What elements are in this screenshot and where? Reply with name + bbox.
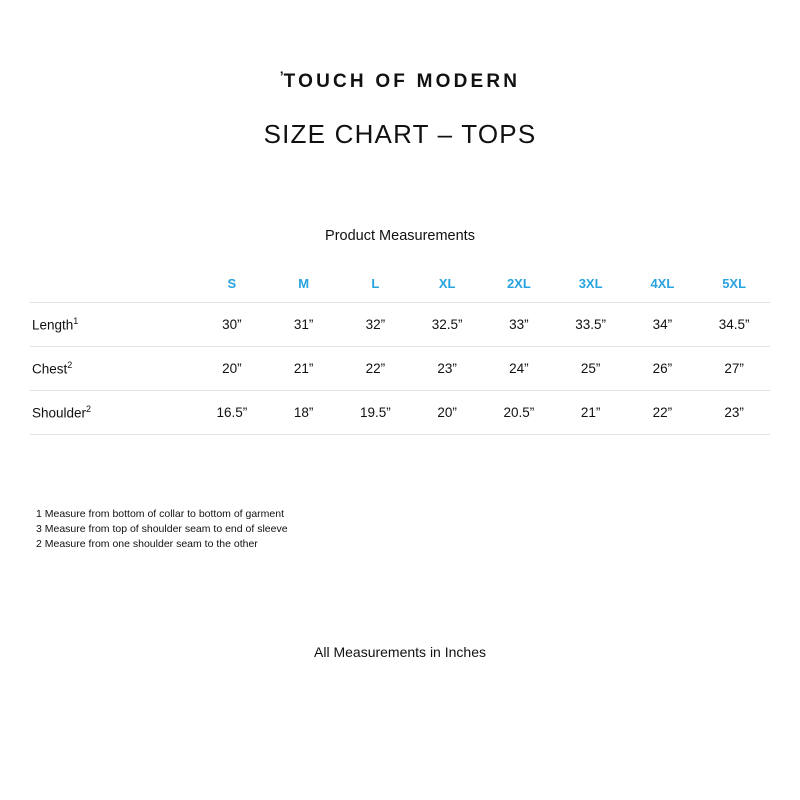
footer-note: All Measurements in Inches [314, 644, 486, 660]
table-header [30, 264, 770, 303]
cell-chest-5xl: 27” [724, 361, 744, 376]
cell-shoulder-xl: 20” [437, 405, 457, 420]
measurement-notes [30, 507, 770, 552]
row-label-chest: Chest$^2$ [32, 360, 73, 377]
row-label-length: Length$^1$ [32, 316, 79, 333]
cell-shoulder-3xl: 21” [580, 405, 601, 420]
column-header-2xl: 2XL [506, 275, 531, 291]
cell-chest-m: 21” [293, 361, 314, 376]
table-row [30, 391, 770, 435]
row-label-footnote-marker: 1 [73, 316, 79, 327]
cell-shoulder-m: 18” [293, 405, 314, 420]
table-body [30, 303, 770, 435]
cell-length-3xl: 33.5” [575, 317, 607, 332]
brand-wordmark [280, 68, 520, 93]
row-label-shoulder: Shoulder$^2$ [32, 404, 92, 421]
column-header-xl: XL [438, 275, 456, 291]
column-header-blank [30, 264, 196, 303]
cell-length-s: 30” [222, 317, 242, 332]
page-title: SIZE CHART – TOPS [263, 119, 537, 149]
cell-shoulder-2xl: 20.5” [503, 405, 535, 420]
cell-shoulder-l: 19.5” [359, 405, 391, 420]
note-line: 2 Measure from one shoulder seam to the other [36, 538, 258, 550]
column-header-3xl: 3XL [578, 275, 603, 291]
cell-chest-4xl: 26” [652, 361, 673, 376]
table-row [30, 303, 770, 347]
cell-length-l: 32” [365, 317, 386, 332]
cell-length-2xl: 33” [509, 317, 529, 332]
size-chart-table [30, 264, 770, 435]
brand-apostrophe: ’ [279, 68, 284, 84]
column-header-4xl: 4XL [650, 275, 675, 291]
cell-chest-l: 22” [365, 361, 386, 376]
cell-chest-2xl: 24” [509, 361, 529, 376]
cell-length-xl: 32.5” [431, 317, 463, 332]
note-line: 1 Measure from bottom of collar to bottom of garment [36, 508, 285, 520]
table-header-row [30, 264, 770, 303]
cell-chest-xl: 23” [437, 361, 457, 376]
cell-shoulder-4xl: 22” [652, 405, 673, 420]
row-label-footnote-marker: 2 [67, 360, 73, 371]
cell-length-4xl: 34” [652, 317, 673, 332]
column-header-5xl: 5XL [722, 275, 747, 291]
row-label-footnote-marker: 2 [86, 404, 92, 415]
cell-length-m: 31” [293, 317, 314, 332]
table-row [30, 347, 770, 391]
column-header-l: L [371, 275, 380, 291]
brand-name: TOUCH OF MODERN [283, 71, 521, 92]
note-line: 3 Measure from top of shoulder seam to end of sleeve [36, 523, 288, 535]
size-chart-table-wrap [30, 264, 770, 435]
column-header-m: M [298, 275, 310, 291]
cell-shoulder-s: 16.5” [216, 405, 248, 420]
cell-length-5xl: 34.5” [718, 317, 750, 332]
cell-chest-3xl: 25” [580, 361, 601, 376]
cell-chest-s: 20” [222, 361, 242, 376]
section-title: Product Measurements [325, 228, 475, 244]
column-header-s: S [227, 275, 237, 291]
cell-shoulder-5xl: 23” [724, 405, 744, 420]
